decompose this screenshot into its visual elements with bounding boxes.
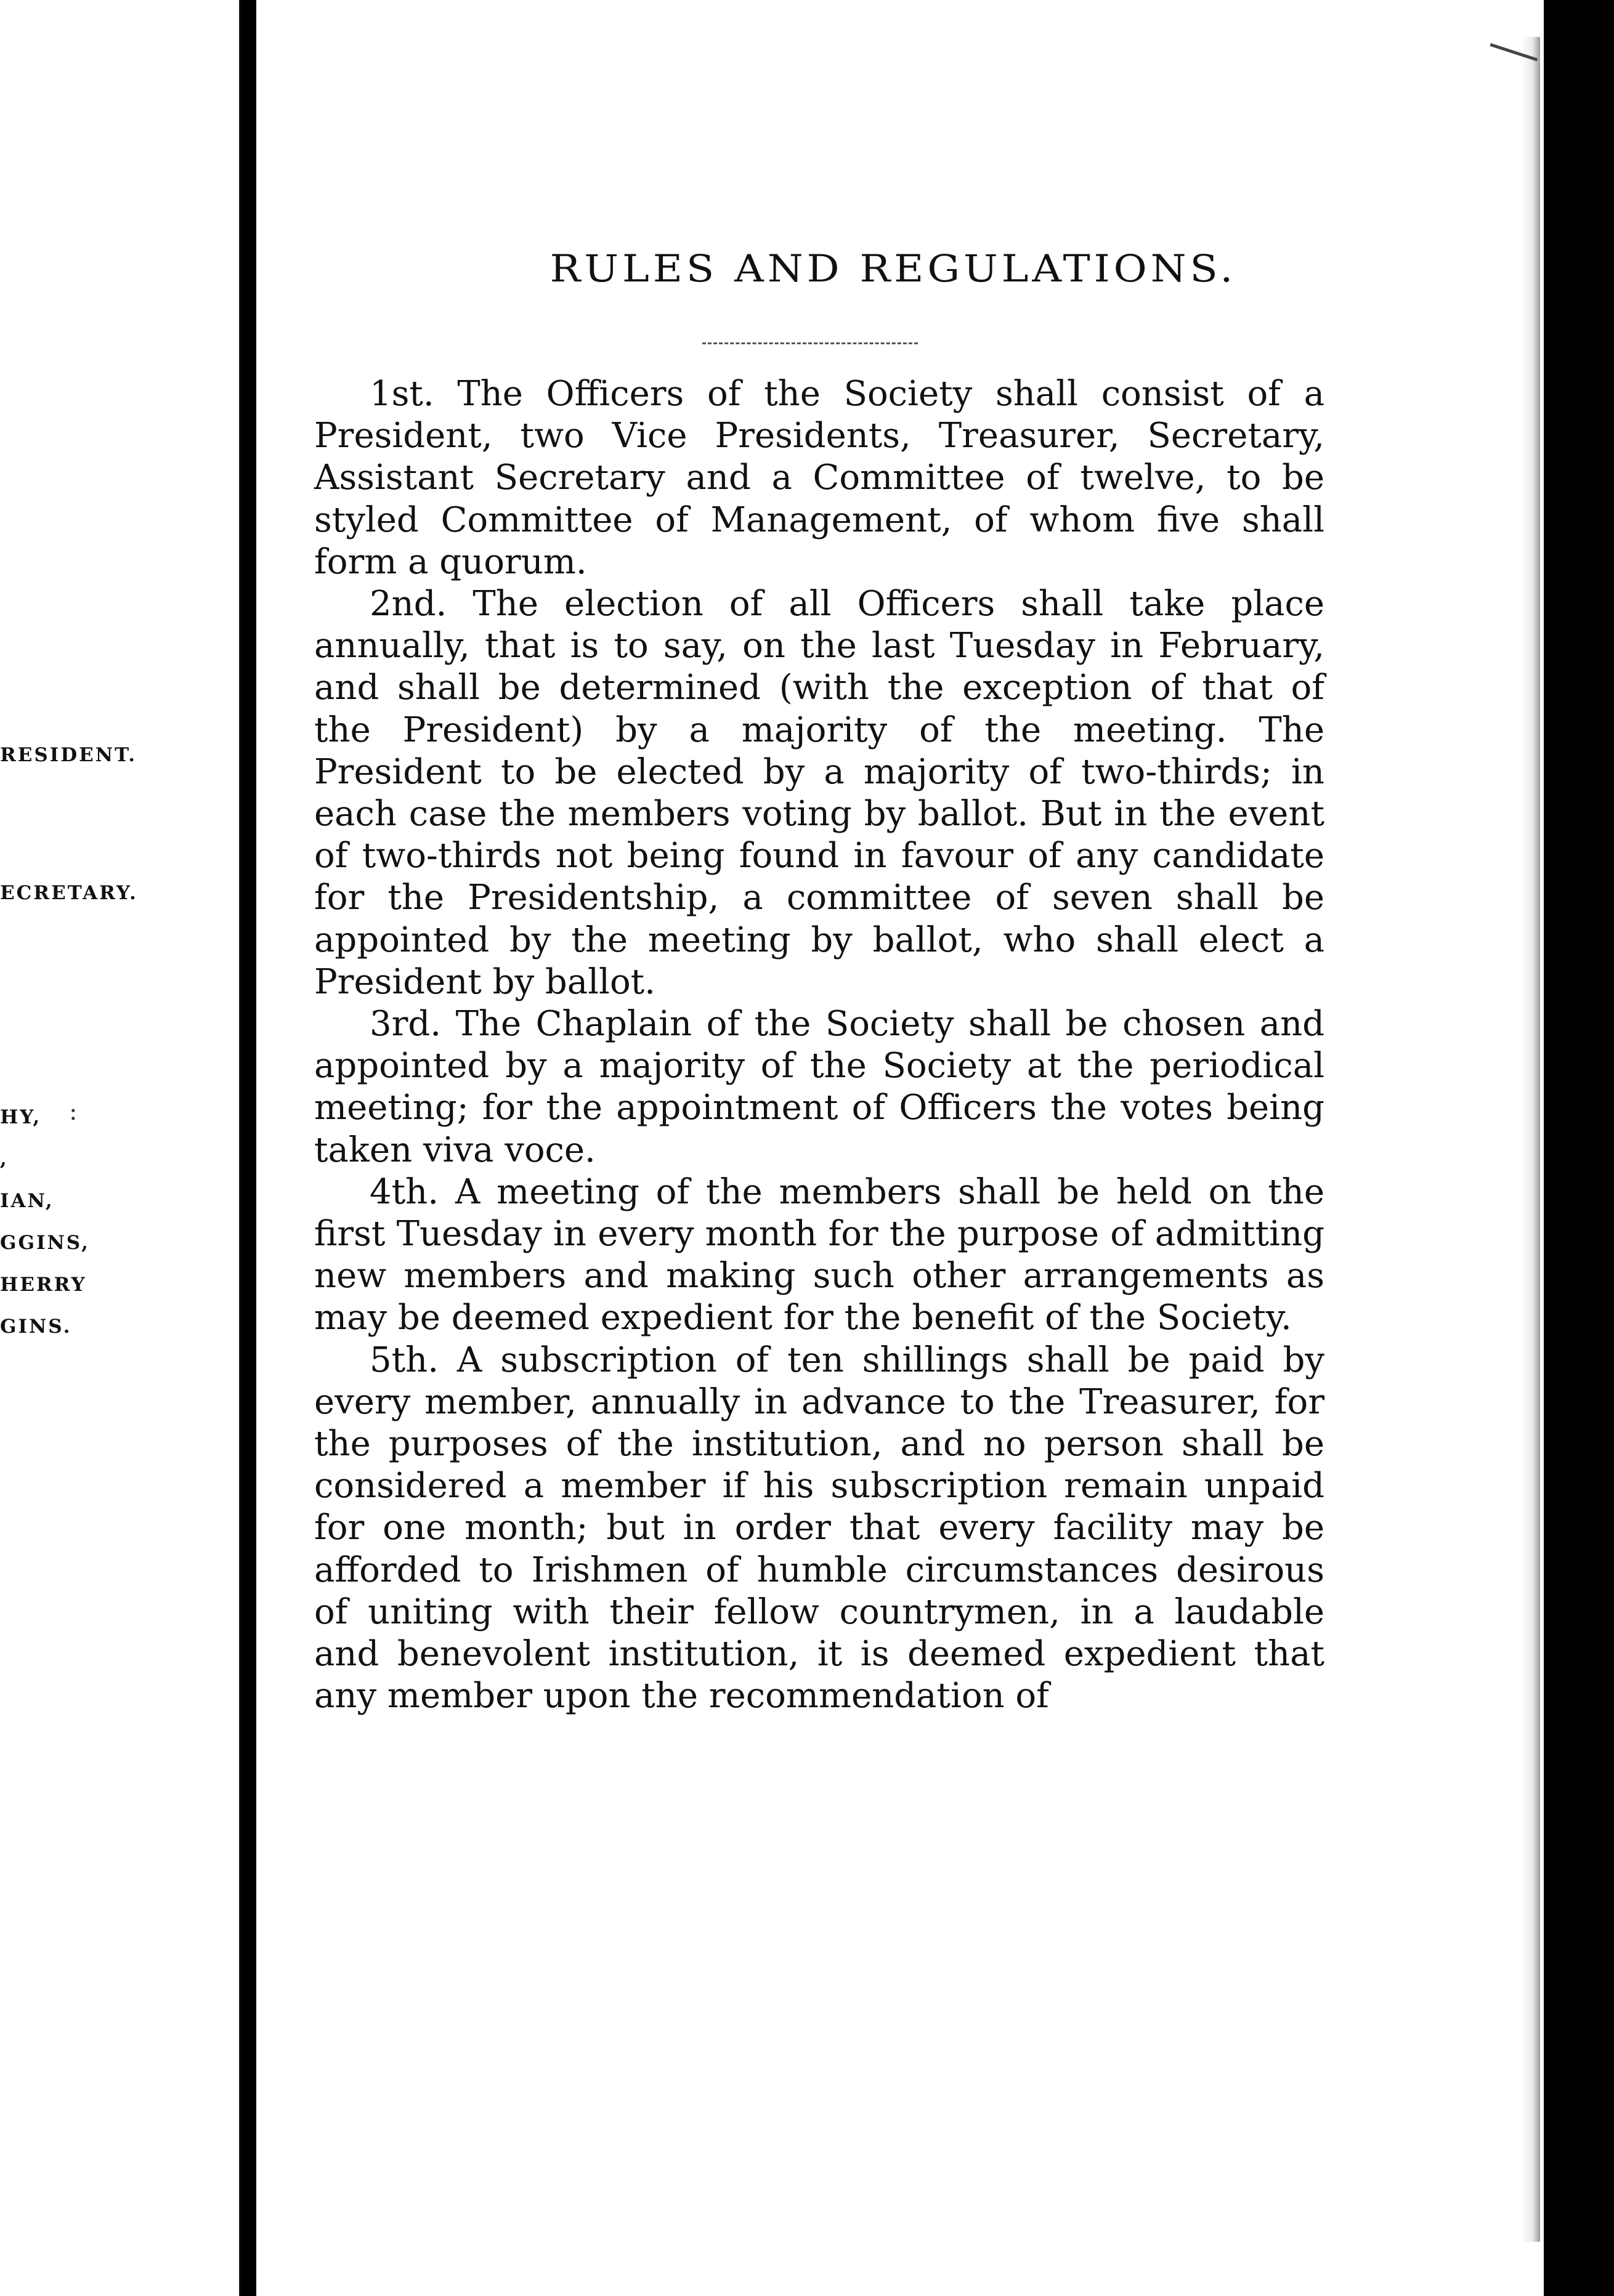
stray-mark: : [69, 1097, 78, 1126]
title-rule [702, 342, 918, 344]
left-page-fragment: HERRY [0, 1274, 87, 1296]
page-title: RULES AND REGULATIONS. [549, 247, 1237, 291]
left-page-fragment: GGINS, [0, 1232, 90, 1254]
left-page-fragment: GINS. [0, 1316, 72, 1338]
rule-2: 2nd. The election of all Officers shall take place annually, that is to say, on the last Tuesday in February, and shall be determined (with the exception of that of the President) by a majority of the meeting. The President to be elected by a majority of two-thirds; in each case the members voting by ballot. But in the event of two-thirds not being found in favour of any candidate for the Presidentship, a committee of seven shall be appointed by the meeting by ballot, who shall elect a President by ballot. [314, 584, 1324, 1002]
left-page [0, 0, 240, 2296]
rule-5: 5th. A subscription of ten shillings shall be paid by every member, annually in advance to the Treasurer, for the purposes of the institution, and no person shall be considered a member if his subscription remain unpaid for one month; but in order that every facility may be afforded to Irishmen of humble circumstances desirous of uniting with their fellow countrymen, in a laudable and benevolent institution, it is deemed expedient that any member upon the recommendation of [314, 1340, 1324, 1716]
page-edge-shadow [1522, 37, 1540, 2242]
left-page-fragment: ECRETARY. [0, 882, 138, 904]
rule-1: 1st. The Officers of the Society shall consist of a President, two Vice Presidents, Treasurer, Secretary, Assistant Secretary and a Committee of twelve, to be styled Committee of Management, of whom five shall form a quorum. [314, 374, 1324, 582]
left-page-fragment: IAN, [0, 1190, 54, 1212]
left-page-fragment: HY, [0, 1106, 42, 1128]
rule-3: 3rd. The Chaplain of the Society shall be chosen and appointed by a majority of the Society at the periodical meeting; for the appointment of Officers the votes being taken viva voce. [314, 1004, 1324, 1170]
book-gutter [240, 0, 256, 2296]
left-page-fragment: , [0, 1148, 9, 1170]
left-page-fragment: RESIDENT. [0, 744, 137, 766]
rules-body [314, 373, 1324, 1718]
rule-4: 4th. A meeting of the members shall be held on the first Tuesday in every month for the purpose of admitting new members and making such other arrangements as may be deemed expedient for the benefit of the Society. [314, 1171, 1324, 1338]
